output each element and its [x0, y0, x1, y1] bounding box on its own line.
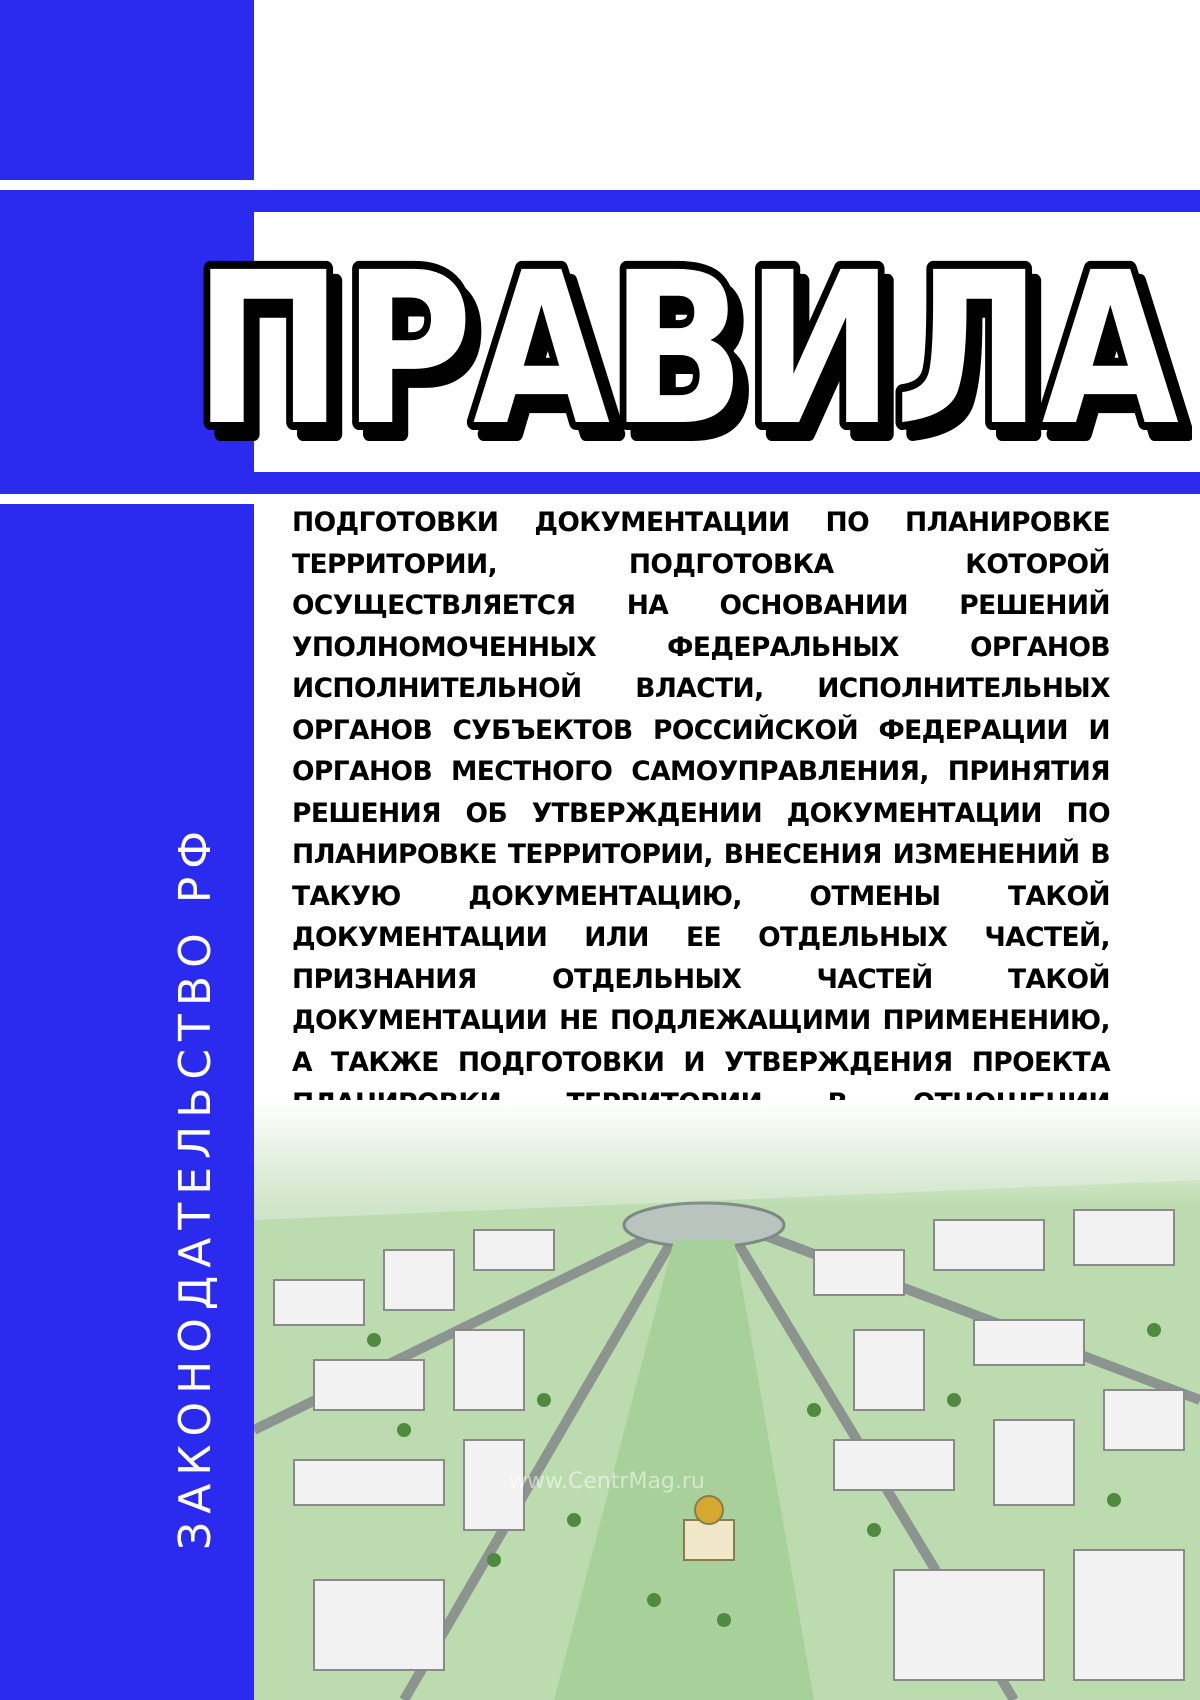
cover-title	[192, 236, 1192, 446]
title-outline: ПРАВИЛА	[194, 236, 1179, 446]
title-shadow: ПРАВИЛА	[204, 239, 1189, 446]
top-blue-band	[0, 190, 1200, 212]
bottom-white-stripe	[0, 494, 254, 504]
bottom-blue-band	[0, 472, 1200, 494]
title-text: ПРАВИЛА	[194, 236, 1179, 446]
city-plan-illustration	[254, 1100, 1200, 1700]
series-label: ЗАКОНОДАТЕЛЬСТВО РФ	[170, 822, 221, 1550]
watermark: www.CentrMag.ru	[509, 1469, 705, 1494]
top-white-stripe	[0, 180, 254, 190]
document-description: ПОДГОТОВКИ ДОКУМЕНТАЦИИ ПО ПЛАНИРОВКЕ ТЕРРИТОРИИ, ПОДГОТОВКА КОТОРОЙ ОСУЩЕСТВЛЯЕТСЯ НА ОСНОВАНИИ РЕШЕНИЙ УПОЛНОМОЧЕННЫХ ФЕДЕРАЛЬНЫХ ОРГАНОВ ИСПОЛНИТЕЛЬНОЙ ВЛАСТИ, ИСПОЛНИТЕЛЬНЫХ ОРГАНОВ СУБЪЕКТОВ РОССИЙСКОЙ ФЕДЕРАЦИИ И ОРГАНОВ МЕСТНОГО САМОУПРАВЛЕНИЯ, ПРИНЯТИЯ РЕШЕНИЯ ОБ УТВЕРЖДЕНИИ ДОКУМЕНТАЦИИ ПО ПЛАНИРОВКЕ ТЕРРИТОРИИ, ВНЕСЕНИЯ ИЗМЕНЕНИЙ В ТАКУЮ ДОКУМЕНТАЦИЮ, ОТМЕНЫ ТАКОЙ ДОКУМЕНТАЦИИ ИЛИ ЕЕ ОТДЕЛЬНЫХ ЧАСТЕЙ, ПРИЗНАНИЯ ОТДЕЛЬНЫХ ЧАСТЕЙ ТАКОЙ ДОКУМЕНТАЦИИ НЕ ПОДЛЕЖАЩИМИ ПРИМЕНЕНИЮ, А ТАКЖЕ ПОДГОТОВКИ И УТВЕРЖДЕНИЯ ПРОЕКТА	[292, 507, 1110, 1078]
